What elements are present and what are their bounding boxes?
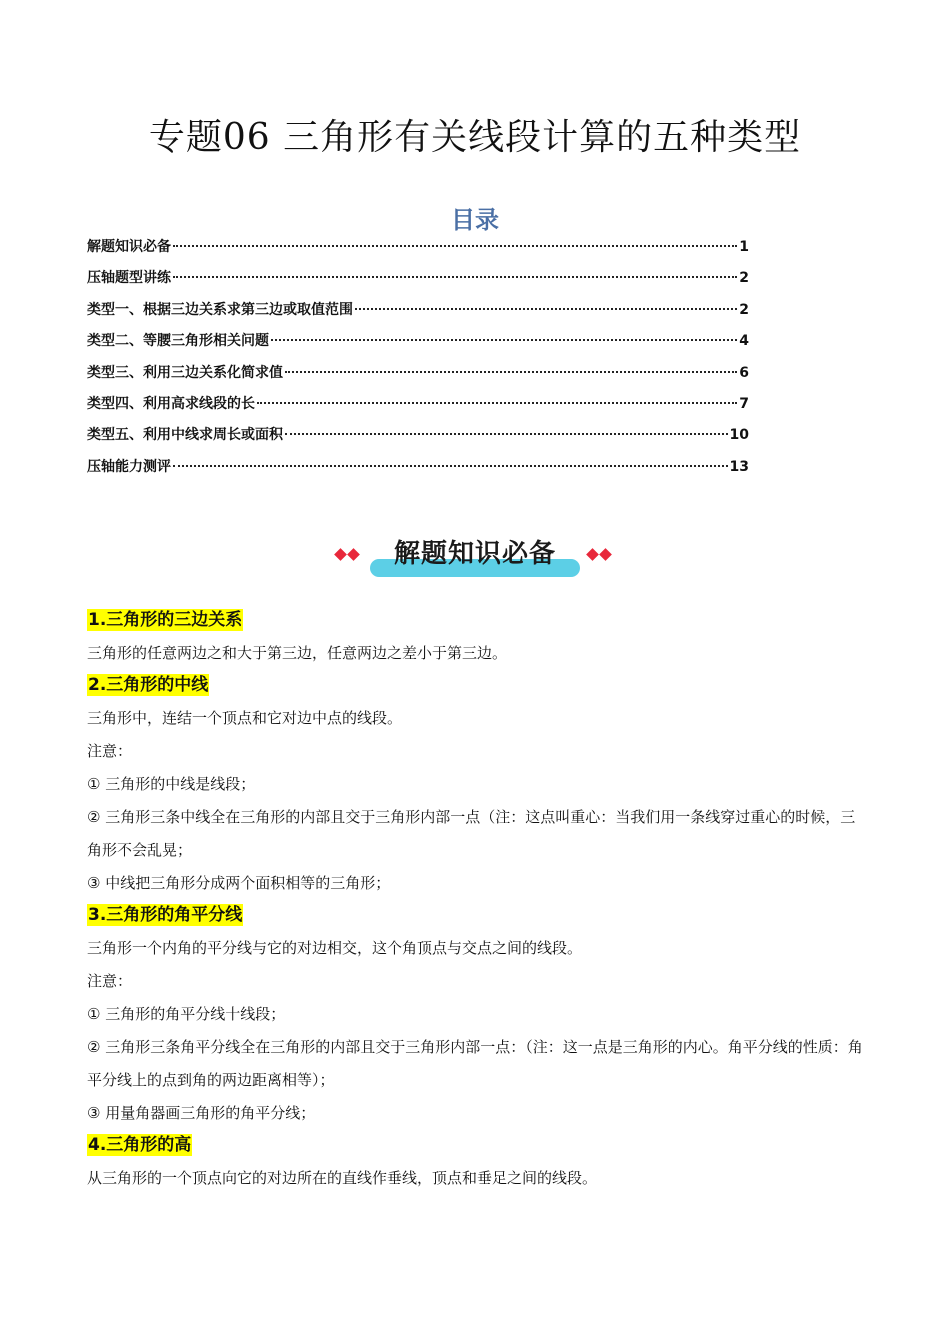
paragraph: 三角形一个内角的平分线与它的对边相交，这个角顶点与交点之间的线段。 — [87, 939, 583, 957]
toc-leader-dots — [173, 245, 737, 247]
toc-leader-dots — [285, 433, 728, 435]
toc-heading: 目录 — [451, 206, 499, 234]
toc-item[interactable] — [87, 234, 749, 265]
toc-item-page: 4 — [739, 333, 749, 350]
note-item: ② 三角形三条中线全在三角形的内部且交于三角形内部一点（注：这点叫重心：当我们用一条线穿过重心的时候，三角形不会乱晃； — [87, 808, 856, 859]
section-heading — [87, 605, 867, 637]
note-item: ① 三角形的角平分线十线段； — [87, 1005, 286, 1023]
highlighted-heading-text: 1.三角形的三边关系 — [88, 610, 243, 630]
diamond-decoration-icon — [586, 547, 616, 563]
toc-item[interactable] — [87, 265, 749, 296]
toc-leader-dots — [257, 402, 737, 404]
table-of-contents — [87, 234, 749, 485]
highlighted-heading-text: 2.三角形的中线 — [88, 675, 209, 695]
section-heading — [87, 1130, 867, 1162]
toc-leader-dots — [355, 308, 737, 310]
highlighted-heading-text: 3.三角形的角平分线 — [88, 905, 243, 925]
paragraph: 三角形的任意两边之和大于第三边，任意两边之差小于第三边。 — [87, 644, 508, 662]
note-label: 注意： — [87, 972, 133, 990]
toc-item-page: 13 — [729, 458, 749, 475]
paragraph: 三角形中，连结一个顶点和它对边中点的线段。 — [87, 709, 403, 727]
toc-item[interactable] — [87, 328, 749, 359]
toc-item-label: 类型四、利用高求线段的长 — [87, 395, 255, 412]
toc-item[interactable] — [87, 297, 749, 328]
paragraph: 从三角形的一个顶点向它的对边所在的直线作垂线，顶点和垂足之间的线段。 — [87, 1169, 598, 1187]
toc-item-label: 类型一、根据三边关系求第三边或取值范围 — [87, 301, 353, 318]
section-heading — [87, 900, 867, 932]
banner-title: 解题知识必备 — [393, 539, 556, 569]
toc-item-label: 压轴能力测评 — [87, 458, 171, 475]
toc-item-page: 6 — [739, 364, 749, 381]
toc-leader-dots — [271, 339, 737, 341]
toc-item[interactable] — [87, 422, 749, 453]
toc-item-page: 7 — [739, 395, 749, 412]
toc-item-label: 类型五、利用中线求周长或面积 — [87, 427, 283, 444]
highlighted-heading-text: 4.三角形的高 — [88, 1135, 192, 1155]
toc-item-page: 2 — [739, 270, 749, 287]
note-item: ① 三角形的中线是线段； — [87, 775, 256, 793]
section-heading — [87, 670, 867, 702]
toc-item-label: 类型二、等腰三角形相关问题 — [87, 333, 269, 350]
toc-item-page: 1 — [739, 239, 749, 255]
knowledge-content — [87, 605, 867, 1195]
toc-item[interactable] — [87, 360, 749, 391]
section-banner — [330, 530, 620, 582]
toc-item-label: 压轴题型讲练 — [87, 270, 171, 287]
toc-item[interactable] — [87, 391, 749, 422]
toc-item-page: 2 — [739, 301, 749, 318]
note-item: ③ 中线把三角形分成两个面积相等的三角形； — [87, 874, 391, 892]
note-item: ③ 用量角器画三角形的角平分线； — [87, 1104, 316, 1122]
toc-leader-dots — [173, 465, 728, 467]
toc-item[interactable] — [87, 454, 749, 485]
toc-item-label: 解题知识必备 — [87, 239, 171, 255]
note-label: 注意： — [87, 742, 133, 760]
page-title: 专题06 三角形有关线段计算的五种类型 — [148, 117, 802, 158]
toc-item-label: 类型三、利用三边关系化简求值 — [87, 364, 283, 381]
toc-leader-dots — [173, 276, 737, 278]
toc-leader-dots — [285, 371, 737, 373]
toc-item-page: 10 — [729, 427, 749, 444]
note-item: ② 三角形三条角平分线全在三角形的内部且交于三角形内部一点：（注：这一点是三角形的内心。角平分线的性质：角平分线上的点到角的两边距离相等）； — [87, 1038, 863, 1089]
